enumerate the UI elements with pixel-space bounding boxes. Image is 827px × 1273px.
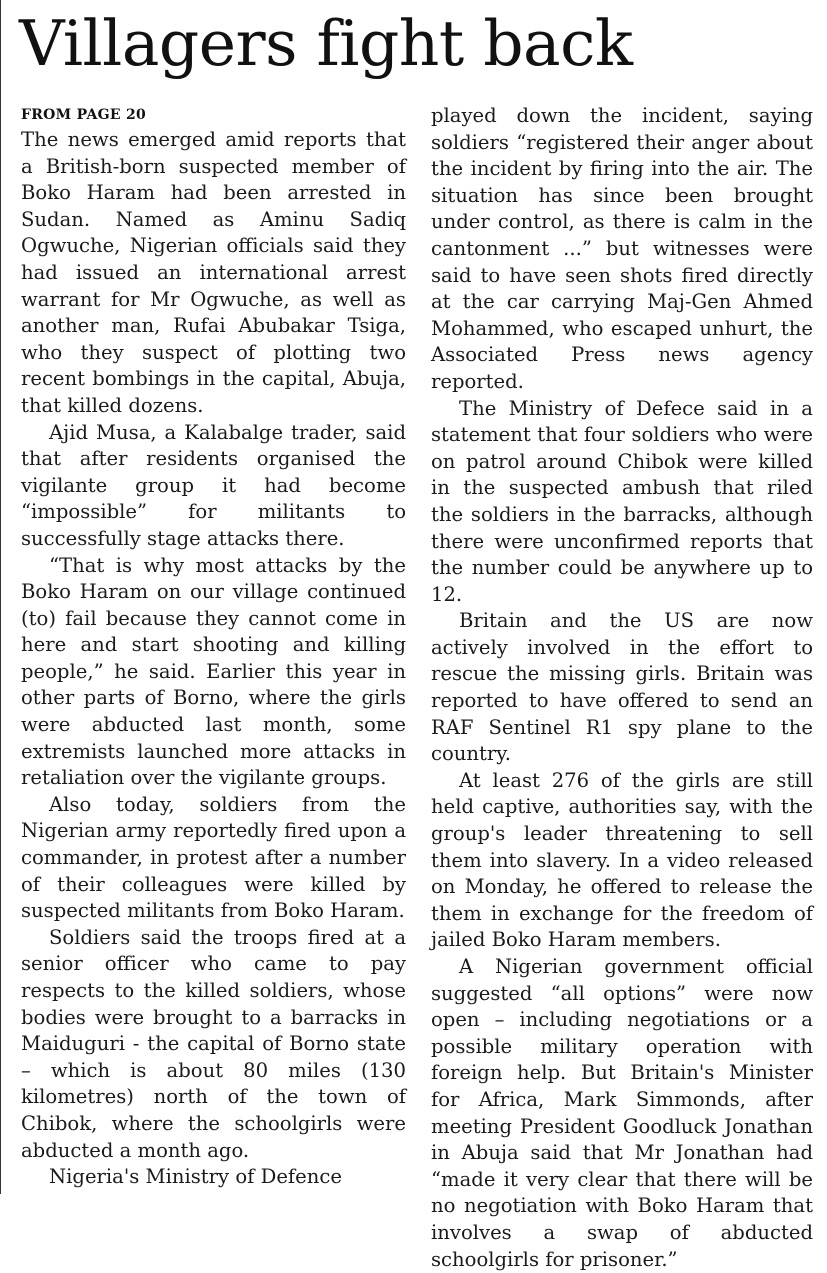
paragraph: played down the incident, saying soldiers “registered their anger about the incident by firing into the air. The situation has since been brought under control, as there is calm in the cantonment ...” but witnesses were said to have seen shots fired directly at the car carrying Maj-Gen Ahmed Mohammed, who escaped unhurt, the Associated Press news agency reported. xyxy=(431,104,813,393)
paragraph: A Nigerian government official suggested “all options” were now open – including negotiations or a possible military operation with foreign help. But Britain's Minister for Africa, Mark Simmonds, after meeting President Goodluck Jonathan in Abuja said that Mr Jonathan had “made it very clear that there will be no negotiation with Boko Haram that involves a swap of abducted schoolgirls for prisoner.” xyxy=(431,955,813,1271)
paragraph: The news emerged amid reports that a British-born suspected member of Boko Haram had been arrested in Sudan. Named as Aminu Sadiq Ogwuche, Nigerian officials said they had issued an international arrest warrant for Mr Ogwuche, as well as another man, Rufai Abubakar Tsiga, who they suspect of plotting two recent bombings in the capital, Abuja, that killed dozens. xyxy=(21,128,406,417)
left-column xyxy=(21,103,406,1191)
paragraph: Ajid Musa, a Kalabalge trader, said that after residents organised the vigilante group it had become “impossible” for militants to successfully stage attacks there. xyxy=(21,420,406,550)
paragraph: At least 276 of the girls are still held captive, authorities say, with the group's leader threatening to sell them into slavery. In a video released on Monday, he offered to release the them in exchange for the freedom of jailed Boko Haram members. xyxy=(431,768,813,952)
paragraph: Also today, soldiers from the Nigerian army reportedly fired upon a commander, in protest after a number of their colleagues were killed by suspected militants from Boko Haram. xyxy=(21,792,406,923)
paragraph: Britain and the US are now actively involved in the effort to rescue the missing girls. Britain was reported to have offered to send an RAF Sentinel R1 spy plane to the country. xyxy=(431,609,813,766)
right-column-frame xyxy=(431,103,816,1271)
paragraph: The Ministry of Defece said in a statement that four soldiers who were on patrol around Chibok were killed in the suspected ambush that riled the soldiers in the barracks, although there were unconfirmed reports that the number could be anywhere up to 12. xyxy=(431,396,813,606)
headline: Villagers fight back xyxy=(19,7,633,80)
paragraph: Nigeria's Ministry of Defence xyxy=(49,1165,342,1189)
paragraph: “That is why most attacks by the Boko Haram on our village continued (to) fail because they cannot come in here and start shooting and killing people,” he said. Earlier this year in other parts of Borno, where the girls were abducted last month, some extremists launched more attacks in retaliation over the vigilante groups. xyxy=(21,553,406,790)
right-column xyxy=(431,103,813,1273)
left-column-frame xyxy=(21,103,411,1194)
paragraph: Soldiers said the troops fired at a senior officer who came to pay respects to the killed soldiers, whose bodies were brought to a barracks in Maiduguri - the capital of Borno state – which is about 80 miles (130 kilometres) north of the town of Chibok, where the schoolgirls were abducted a month ago. xyxy=(21,925,406,1162)
jump-label: FROM PAGE 20 xyxy=(21,107,147,123)
